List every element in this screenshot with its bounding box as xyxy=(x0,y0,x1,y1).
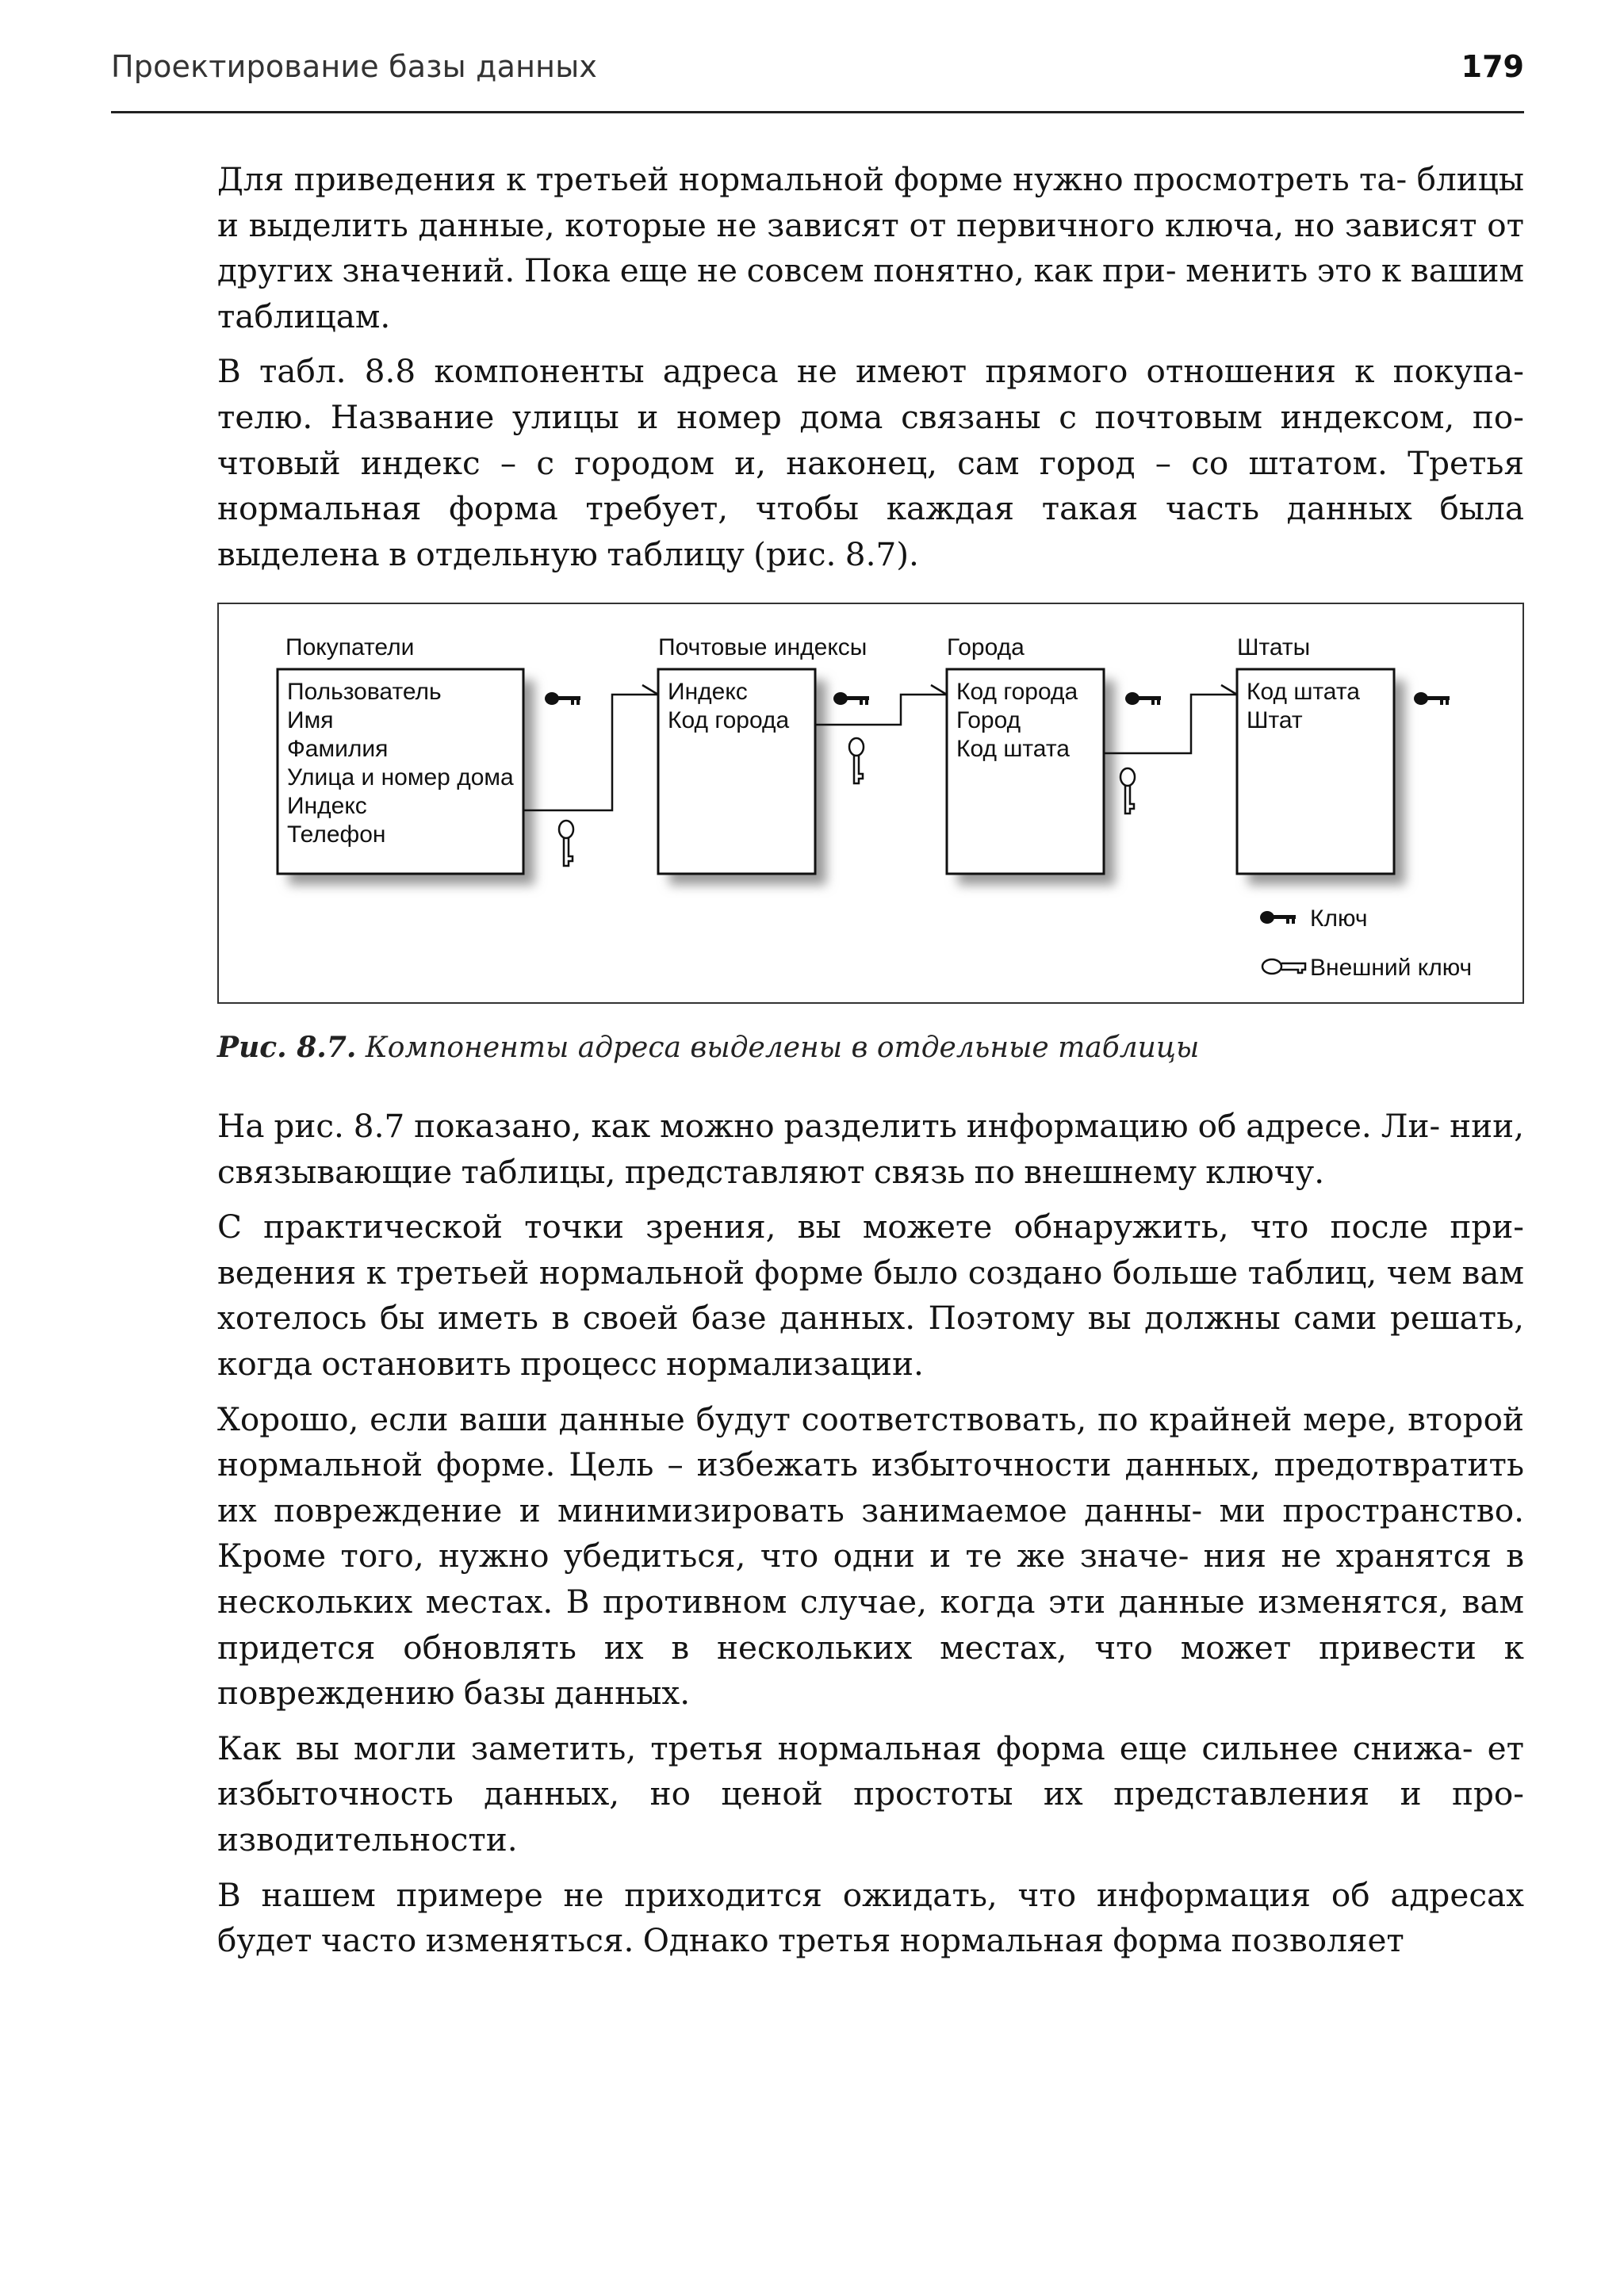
relation-cities-states xyxy=(1104,685,1237,753)
text-block-top xyxy=(217,157,1524,577)
table-title-customers: Покупатели xyxy=(285,634,415,660)
foreign-key-icon xyxy=(1262,959,1305,974)
paragraph: С практической точки зрения, вы можете обнаружить, что после при- ведения к третьей нормальной форме было создано больше таблиц, чем вам хотелось бы иметь в своей базе данных. Поэтому вы должны сами решать, когда остановить процесс нормализации. xyxy=(217,1208,1524,1383)
table-title-cities: Города xyxy=(947,634,1025,660)
text-block-bottom xyxy=(217,1104,1524,1964)
key-icon xyxy=(1125,692,1161,705)
legend-foreign-key-label: Внешний ключ xyxy=(1310,955,1473,981)
field: Индекс xyxy=(287,793,367,819)
foreign-key-icon xyxy=(849,738,864,783)
field: Пользователь xyxy=(287,679,442,705)
paragraph: Для приведения к третьей нормальной форме нужно просмотреть та- блицы и выделить данные, которые не зависят от первичного ключа, но зависят от других значений. Пока еще не совсем понятно, как при- менить это к вашим таблицам. xyxy=(217,160,1524,335)
page-number: 179 xyxy=(1461,49,1524,84)
paragraph: Как вы могли заметить, третья нормальная форма еще сильнее снижа- ет избыточность данных, но ценой простоты их представления и про- изводительности. xyxy=(217,1728,1524,1859)
field: Фамилия xyxy=(287,736,389,762)
field: Имя xyxy=(287,707,334,733)
field: Улица и номер дома xyxy=(287,764,514,791)
figure-8-7 xyxy=(217,603,1524,1004)
table-title-postal-codes: Почтовые индексы xyxy=(658,634,868,660)
running-title: Проектирование базы данных xyxy=(111,49,598,84)
paragraph: В нашем примере не приходится ожидать, что информация об адресах будет часто изменяться. Однако третья нормальная форма позволяет xyxy=(217,1875,1524,1960)
field: Код штата xyxy=(1247,679,1360,705)
field: Телефон xyxy=(287,821,386,848)
running-header xyxy=(111,49,1524,113)
field: Код города xyxy=(668,707,790,733)
schema-diagram xyxy=(219,604,1526,1005)
field: Город xyxy=(956,707,1021,733)
field: Код штата xyxy=(956,736,1070,762)
key-icon xyxy=(833,692,869,705)
legend-key-label: Ключ xyxy=(1310,905,1368,932)
key-icon xyxy=(1414,692,1450,705)
relation-customers-postal xyxy=(523,685,658,810)
field: Индекс xyxy=(668,679,748,705)
figure-caption xyxy=(217,1031,1199,1064)
paragraph: В табл. 8.8 компоненты адреса не имеют прямого отношения к покупа- телю. Название улицы и номер дома связаны с почтовым индексом, по- чтовый индекс – с городом и, наконец, сам город – со штатом. Третья нормальная форма требует, чтобы каждая такая часть данных была выделена в отдельную таблицу (рис. 8.7). xyxy=(217,352,1524,573)
foreign-key-icon xyxy=(559,821,573,866)
field: Штат xyxy=(1247,707,1303,733)
relation-postal-cities xyxy=(815,685,947,725)
table-title-states: Штаты xyxy=(1237,634,1311,660)
caption-label: Рис. 8.7. xyxy=(217,1031,357,1064)
paragraph: Хорошо, если ваши данные будут соответствовать, по крайней мере, второй нормальной форме. Цель – избежать избыточности данных, предотвратить их повреждение и минимизировать занимаемое данны- ми пространство. Кроме того, нужно убедиться, что одни и те же значе- ния не хранятся в нескольких местах. В противном случае, когда эти данные изменятся, вам придется обновлять их в нескольких местах, что может привести к повреждению базы данных. xyxy=(217,1399,1524,1713)
legend xyxy=(1260,905,1472,981)
caption-text: Компоненты адреса выделены в отдельные таблицы xyxy=(365,1032,1200,1064)
foreign-key-icon xyxy=(1120,768,1135,814)
key-icon xyxy=(545,692,580,705)
paragraph: На рис. 8.7 показано, как можно разделить информацию об адресе. Ли- нии, связывающие таблицы, представляют связь по внешнему ключу. xyxy=(217,1107,1524,1191)
field: Код города xyxy=(956,679,1078,705)
key-icon xyxy=(1260,911,1296,924)
